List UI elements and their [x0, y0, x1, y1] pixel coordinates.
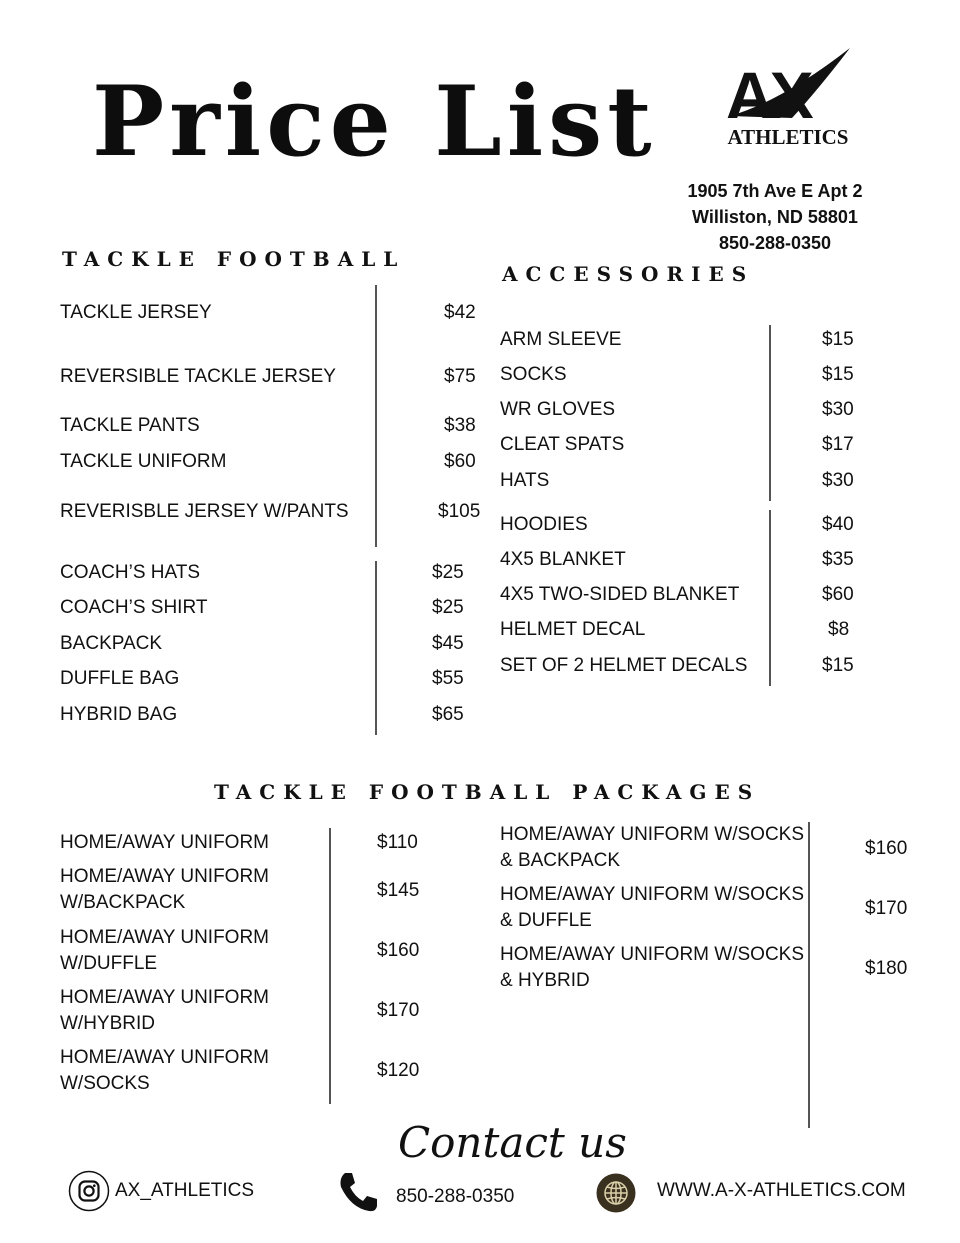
package-price: $170 [377, 1000, 420, 1021]
package-item [60, 864, 269, 916]
package-line-2: & BACKPACK [500, 850, 621, 871]
list-item: HYBRID BAG [60, 704, 178, 725]
list-item: 4X5 BLANKET [500, 549, 626, 570]
package-price: $160 [377, 940, 420, 961]
website-link[interactable]: WWW.A-X-ATHLETICS.COM [657, 1180, 906, 1201]
package-line-2: W/DUFFLE [60, 953, 158, 974]
package-price: $160 [865, 838, 908, 859]
item-price: $55 [432, 668, 464, 689]
package-item [500, 942, 804, 994]
list-item: TACKLE JERSEY [60, 302, 212, 323]
item-price: $15 [822, 329, 854, 350]
package-item [500, 822, 804, 874]
item-price: $60 [822, 584, 854, 605]
address-block [660, 178, 890, 256]
page-title: Price List [92, 65, 657, 178]
package-line-1: HOME/AWAY UNIFORM W/SOCKS [500, 944, 805, 965]
item-price: $17 [822, 434, 854, 455]
item-price: $75 [444, 366, 476, 387]
list-item: HATS [500, 470, 550, 491]
list-item: SET OF 2 HELMET DECALS [500, 655, 748, 676]
accessories-heading: ACCESSORIES [502, 262, 755, 286]
list-item: ARM SLEEVE [500, 329, 622, 350]
item-price: $42 [444, 302, 476, 323]
list-item: WR GLOVES [500, 399, 616, 420]
address-line-1: 1905 7th Ave E Apt 2 [687, 181, 863, 201]
item-price: $65 [432, 704, 464, 725]
item-price: $25 [432, 597, 464, 618]
item-price: $35 [822, 549, 854, 570]
package-item [60, 925, 269, 977]
package-price: $110 [377, 832, 418, 853]
package-line-1: HOME/AWAY UNIFORM W/SOCKS [500, 824, 805, 845]
package-line-1: HOME/AWAY UNIFORM [60, 866, 269, 887]
list-item: HOODIES [500, 514, 588, 535]
item-price: $30 [822, 470, 854, 491]
list-item: CLEAT SPATS [500, 434, 625, 455]
contact-phone[interactable]: 850-288-0350 [396, 1186, 515, 1207]
column-divider [808, 822, 810, 1128]
item-price: $60 [444, 451, 476, 472]
package-item [500, 882, 804, 934]
address-line-2: Williston, ND 58801 [692, 207, 858, 227]
contact-heading: Contact us [398, 1118, 627, 1167]
list-item: REVERSIBLE TACKLE JERSEY [60, 366, 336, 387]
package-item [60, 1045, 269, 1097]
package-line-1: HOME/AWAY UNIFORM W/SOCKS [500, 884, 805, 905]
column-divider [375, 561, 377, 735]
list-item: TACKLE UNIFORM [60, 451, 227, 472]
list-item: DUFFLE BAG [60, 668, 180, 689]
logo-text: ATHLETICS [727, 125, 849, 149]
brand-logo [722, 46, 854, 152]
item-price: $15 [822, 655, 854, 676]
package-line-1: HOME/AWAY UNIFORM [60, 1047, 269, 1068]
list-item: 4X5 TWO-SIDED BLANKET [500, 584, 740, 605]
phone-icon [336, 1170, 380, 1214]
instagram-handle[interactable]: AX_ATHLETICS [115, 1180, 255, 1201]
list-item: HELMET DECAL [500, 619, 646, 640]
logo-mark-text: AX [726, 58, 810, 132]
list-item: SOCKS [500, 364, 567, 385]
globe-icon [596, 1173, 636, 1213]
package-line-2: W/BACKPACK [60, 892, 186, 913]
list-item: TACKLE PANTS [60, 415, 200, 436]
item-price: $8 [828, 619, 850, 640]
item-price: $40 [822, 514, 854, 535]
list-item: REVERISBLE JERSEY W/PANTS [60, 501, 349, 522]
column-divider [769, 325, 771, 501]
instagram-icon [68, 1170, 110, 1212]
package-line-2: W/SOCKS [60, 1073, 150, 1094]
package-line-2: W/HYBRID [60, 1013, 155, 1034]
item-price: $105 [438, 501, 481, 522]
logo-mark-icon [722, 46, 854, 152]
item-price: $30 [822, 399, 854, 420]
package-line-1: HOME/AWAY UNIFORM [60, 987, 269, 1008]
package-line-1: HOME/AWAY UNIFORM [60, 832, 269, 853]
item-price: $38 [444, 415, 476, 436]
package-line-2: & HYBRID [500, 970, 590, 991]
tackle-heading: TACKLE FOOTBALL [62, 247, 406, 271]
package-item [60, 830, 269, 856]
package-line-1: HOME/AWAY UNIFORM [60, 927, 269, 948]
package-price: $170 [865, 898, 908, 919]
packages-heading: TACKLE FOOTBALL PACKAGES [214, 780, 761, 804]
item-price: $25 [432, 562, 464, 583]
column-divider [375, 285, 377, 547]
package-price: $120 [377, 1060, 420, 1081]
column-divider [769, 510, 771, 686]
package-price: $180 [865, 958, 908, 979]
item-price: $15 [822, 364, 854, 385]
list-item: COACH’S SHIRT [60, 597, 208, 618]
list-item: COACH’S HATS [60, 562, 201, 583]
package-item [60, 985, 269, 1037]
item-price: $45 [432, 633, 464, 654]
package-price: $145 [377, 880, 420, 901]
list-item: BACKPACK [60, 633, 163, 654]
address-phone: 850-288-0350 [718, 233, 832, 253]
column-divider [329, 828, 331, 1104]
package-line-2: & DUFFLE [500, 910, 592, 931]
